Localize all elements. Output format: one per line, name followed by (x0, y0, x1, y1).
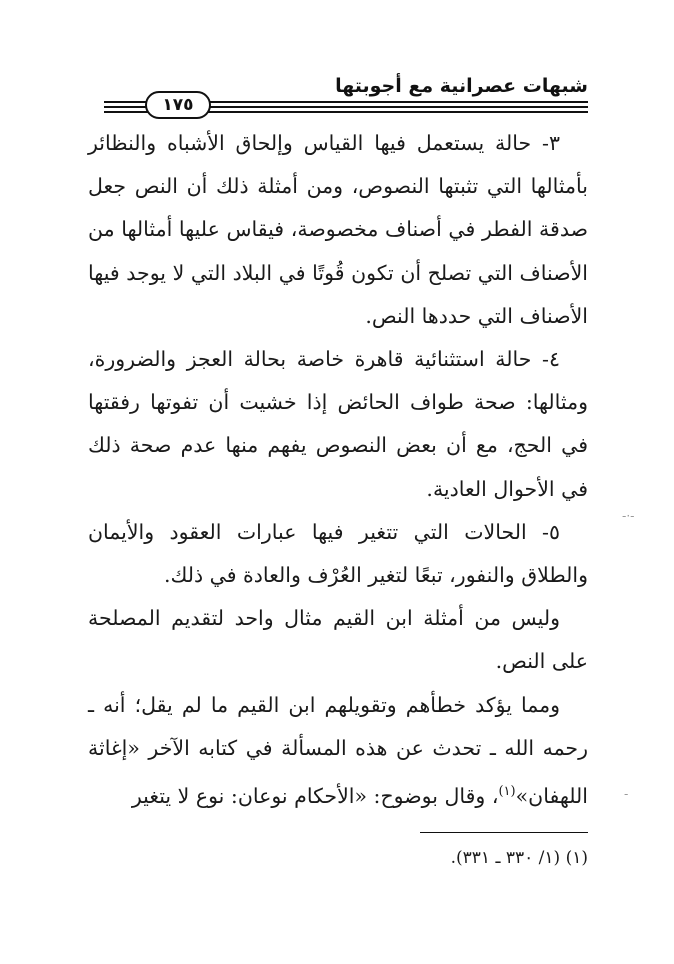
paragraph-item-3: ٣- حالة يستعمل فيها القياس وإلحاق الأشباه والنظائر بأمثالها التي تثبتها النصوص، ومن أمثلة ذلك أن النص جعل صدقة الفطر في أصناف مخصوصة، فيقاس عليها أمثالها من الأصناف التي تصلح أن تكون قُوتًا في البلاد التي لا يوجد فيها الأصناف التي حددها النص. (88, 131, 588, 328)
page-number: ١٧٥ (145, 91, 211, 119)
footnote-divider (420, 832, 588, 833)
running-title: شبهات عصرانية مع أجوبتها (335, 75, 588, 97)
margin-mark: -·- (622, 509, 635, 523)
paragraph-item-4: ٤- حالة استثنائية قاهرة خاصة بحالة العجز والضرورة، ومثالها: صحة طواف الحائض إذا خشيت أن تفوتها رفقتها في الحج، مع أن بعض النصوص يفهم منها عدم صحة ذلك في الأحوال العادية. (88, 347, 588, 501)
paragraph-final (88, 684, 588, 818)
footnote-1: (١) (١/ ٣٣٠ ـ ٣٣١). (450, 848, 588, 868)
paragraph-conclusion: وليس من أمثلة ابن القيم مثال واحد لتقديم المصلحة على النص. (88, 606, 588, 674)
footnote-reference[interactable]: (١) (498, 784, 516, 800)
paragraph-final-continuation: ، وقال بوضوح: «الأحكام نوعان: نوع لا يتغير (131, 783, 499, 808)
main-text (88, 122, 588, 818)
margin-mark: - (624, 787, 629, 801)
paragraph-final-text: ومما يؤكد خطأهم وتقويلهم ابن القيم ما لم يقل؛ أنه ـ رحمه الله ـ تحدث عن هذه المسألة في كتابه الآخر «إغاثة اللهفان» (88, 692, 588, 808)
paragraph-item-5: ٥- الحالات التي تتغير فيها عبارات العقود والأيمان والطلاق والنفور، تبعًا لتغير العُرْف والعادة في ذلك. (88, 519, 588, 588)
